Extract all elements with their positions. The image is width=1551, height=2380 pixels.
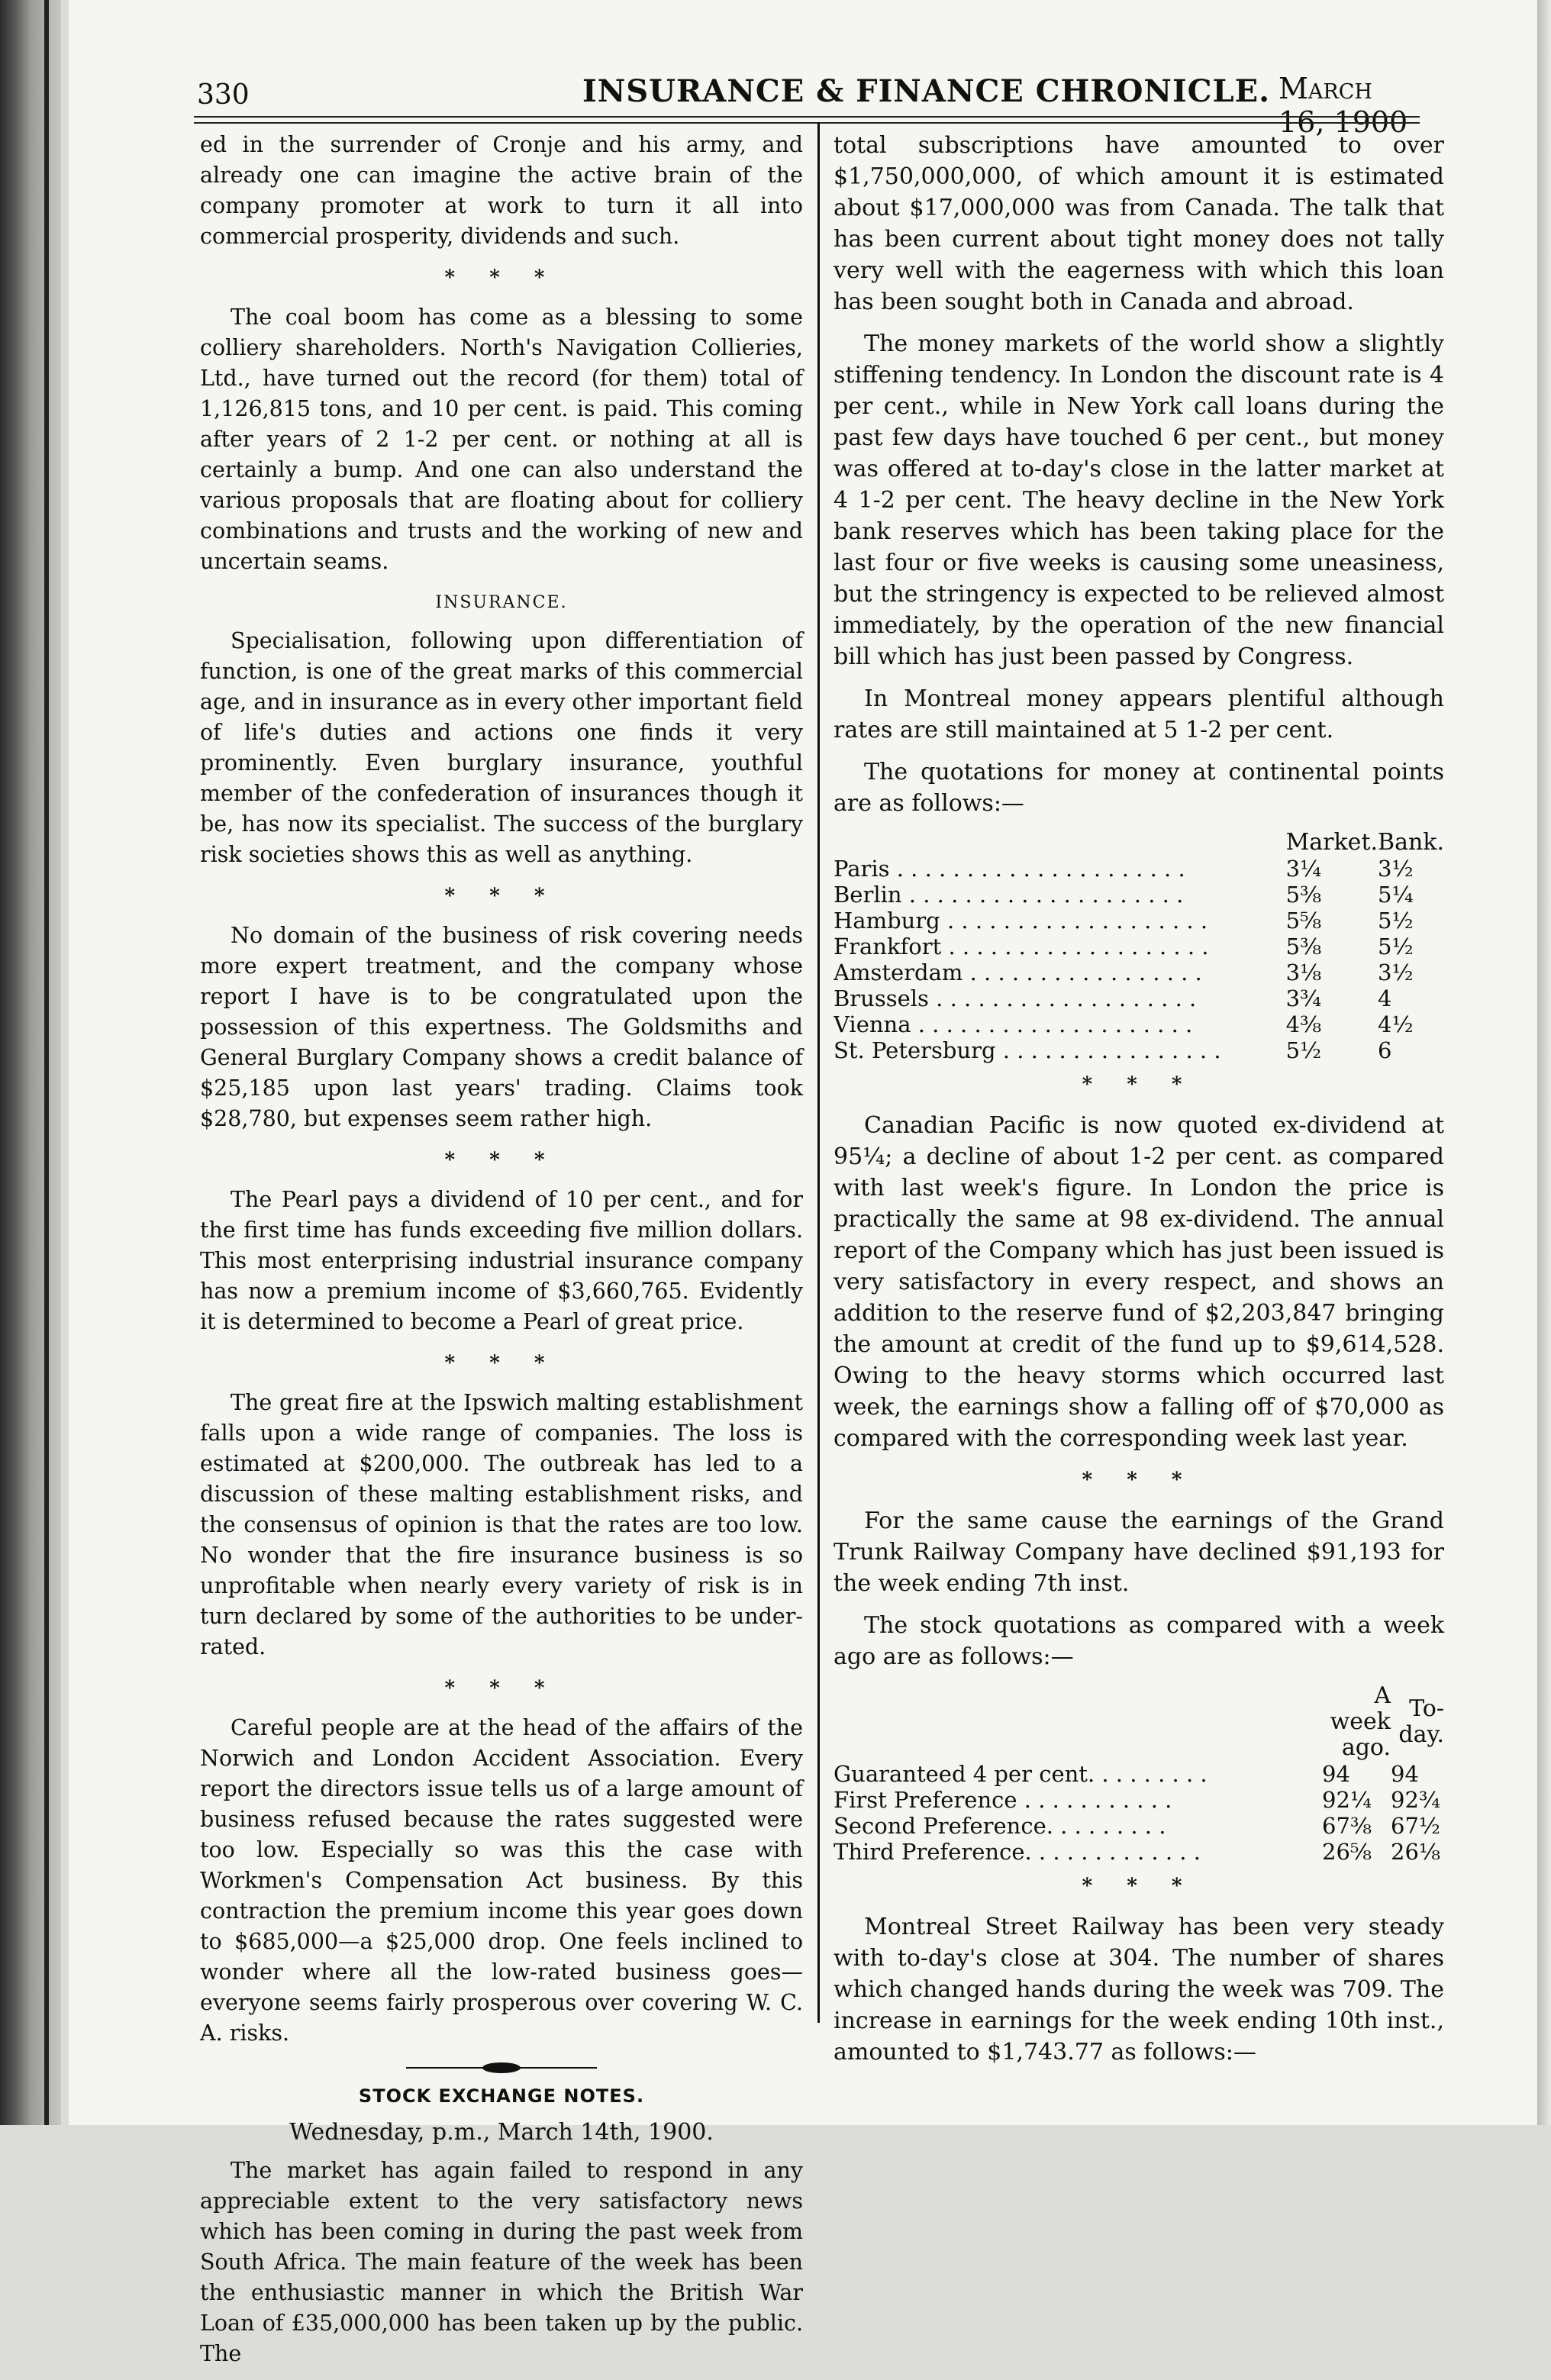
left-column xyxy=(200,130,803,2380)
bank-rate: 4 xyxy=(1378,985,1392,1011)
page-header xyxy=(128,66,1426,139)
bank-rate: 5¼ xyxy=(1378,882,1414,908)
table-row: Hamburg . . . . . . . . . . . . . . . . . . . 5⅝ 5½ xyxy=(834,908,1444,934)
bank-rate: 4½ xyxy=(1378,1011,1414,1037)
stock-name: Second Preference xyxy=(834,1813,1046,1839)
paragraph: The stock quotations as compared with a week ago are as follows:— xyxy=(834,1612,1444,1670)
table-row: Amsterdam . . . . . . . . . . . . . . . . . 3⅛ 3½ xyxy=(834,959,1444,985)
table-header: Bank. xyxy=(1378,829,1444,856)
bank-rate: 5½ xyxy=(1378,934,1414,959)
paragraph: The money markets of the world show a slightly stiffening tendency. In London the discount rate is 4 per cent., while in New York call loans during the past few days have touched 6 per cent., but money was offered at to-day's close in the latter market at 4 1-2 per cent. The heavy decline in the New York bank reserves which has been taking place for the last four or five weeks is causing some uneasiness, but the stringency is expected to be relieved almost immediately, by the operation of the new financial bill which has just been passed by Congress. xyxy=(834,331,1444,670)
place-name: Frankfort xyxy=(834,934,942,959)
place-name: Amsterdam xyxy=(834,959,963,985)
section-title: STOCK EXCHANGE NOTES. xyxy=(358,2085,645,2107)
bank-rate: 5½ xyxy=(1378,908,1414,934)
today-price: 92¾ xyxy=(1391,1787,1441,1813)
bank-rate: 6 xyxy=(1378,1037,1392,1063)
paragraph: Careful people are at the head of the affairs of the Norwich and London Accident Association. Every report the directors issue tells us of a large amount of business refused because the rates suggested were too low. Especially so was this the case with Workmen's Compensation Act business. By this contraction the premium income this year goes down to $685,000—a $25,000 drop. One feels inclined to wonder where all the low-rated business goes—everyone seems fairly prosperous over covering W. C. A. risks. xyxy=(200,1715,803,2046)
table-row: Third Preference. . . . . . . . . . . . . 26⅝ 26⅛ xyxy=(834,1839,1444,1865)
table-row: Frankfort . . . . . . . . . . . . . . . . . . . 5⅜ 5½ xyxy=(834,934,1444,959)
journal-title: INSURANCE & FINANCE CHRONICLE. xyxy=(582,73,1271,109)
week-ago-price: 92¼ xyxy=(1322,1787,1372,1813)
separator-stars: * * * xyxy=(1082,1073,1196,1096)
page-number: 330 xyxy=(197,79,250,111)
separator-stars: * * * xyxy=(444,1677,559,1700)
market-rate: 3⅛ xyxy=(1285,959,1322,985)
table-row: First Preference . . . . . . . . . . . 92¼ 92¾ xyxy=(834,1787,1444,1813)
table-row: Vienna . . . . . . . . . . . . . . . . . . . . 4⅜ 4½ xyxy=(834,1011,1444,1037)
today-price: 67½ xyxy=(1391,1813,1441,1839)
separator-stars: * * * xyxy=(444,885,559,908)
paragraph: In Montreal money appears plentiful although rates are still maintained at 5 1-2 per cent. xyxy=(834,685,1444,743)
paragraph: The great fire at the Ipswich malting establishment falls upon a wide range of companies. The loss is estimated at $200,000. The outbreak has led to a discussion of these malting establishment risks, and the consensus of opinion is that the rates are too low. No wonder that the fire insurance business is so unprofitable when nearly every variety of risk is in turn declared by some of the authorities to be under-rated. xyxy=(200,1390,803,1659)
separator-stars: * * * xyxy=(444,266,559,289)
paragraph: The Pearl pays a dividend of 10 per cent., and for the first time has funds exceeding five million dollars. This most enterprising industrial insurance company has now a premium income of $3,660,765. Evidently it is determined to become a Pearl of great price. xyxy=(200,1187,803,1334)
table-header: To-day. xyxy=(1398,1695,1444,1748)
market-rate: 5⅜ xyxy=(1285,934,1322,959)
week-ago-price: 94 xyxy=(1322,1761,1350,1787)
table-row: St. Petersburg . . . . . . . . . . . . . . . . 5½ 6 xyxy=(834,1037,1444,1063)
today-price: 26⅛ xyxy=(1391,1839,1441,1865)
separator-stars: * * * xyxy=(444,1149,559,1172)
bank-rate: 3½ xyxy=(1378,856,1414,882)
separator-stars: * * * xyxy=(1082,1469,1196,1492)
paragraph: The coal boom has come as a blessing to some colliery shareholders. North's Navigation Collieries, Ltd., have turned out the record (for them) total of 1,126,815 tons, and 10 per cent. is paid. This coming after years of 2 1-2 per cent. or nothing at all is certainly a bump. And one can also understand the various proposals that are floating about for colliery combinations and trusts and the working of new and uncertain seams. xyxy=(200,305,803,574)
paragraph: The quotations for money at continental points are as follows:— xyxy=(834,759,1444,817)
week-ago-price: 67⅜ xyxy=(1322,1813,1372,1839)
table-row: Berlin . . . . . . . . . . . . . . . . . . . . 5⅜ 5¼ xyxy=(834,882,1444,908)
bank-rate: 3½ xyxy=(1378,959,1414,985)
separator-stars: * * * xyxy=(444,1352,559,1375)
dateline: Wednesday, p.m., March 14th, 1900. xyxy=(289,2119,714,2146)
market-rate: 5⅝ xyxy=(1285,908,1322,934)
separator-stars: * * * xyxy=(1082,1875,1196,1898)
paragraph: ed in the surrender of Cronje and his army, and already one can imagine the active brain of the company promoter at work to turn it all into commercial prosperity, dividends and such. xyxy=(200,132,803,249)
issue-date: March 16, 1900 xyxy=(1279,72,1408,139)
market-rate: 5½ xyxy=(1285,1037,1322,1063)
paragraph: The market has again failed to respond in any appreciable extent to the very satisfactory news which has been coming in during the past week from South Africa. The main feature of the week has been the enthusiastic manner in which the British War Loan of £35,000,000 has been taken up by the public. The xyxy=(200,2158,803,2366)
paragraph: Montreal Street Railway has been very steady with to-day's close at 304. The number of shares which changed hands during the week was 709. The increase in earnings for the week ending 10th inst., amounted to $1,743.77 as follows:— xyxy=(834,1914,1444,2066)
right-column xyxy=(834,130,1444,2078)
place-name: Hamburg xyxy=(834,908,940,934)
book-binding-edge xyxy=(0,0,61,2125)
place-name: Paris xyxy=(834,856,890,882)
place-name: Berlin xyxy=(834,882,902,908)
header-rule xyxy=(194,116,1420,124)
table-row: Guaranteed 4 per cent. . . . . . . . . 94 94 xyxy=(834,1761,1444,1787)
place-name: Brussels xyxy=(834,985,929,1011)
ornament-divider xyxy=(200,2062,803,2073)
subheading-insurance: INSURANCE. xyxy=(435,593,568,612)
stock-name: First Preference xyxy=(834,1787,1017,1813)
market-rate: 5⅜ xyxy=(1285,882,1322,908)
week-ago-price: 26⅝ xyxy=(1322,1839,1372,1865)
money-quotations-table xyxy=(834,830,1444,1063)
table-row: Second Preference. . . . . . . . . 67⅜ 67½ xyxy=(834,1813,1444,1839)
paragraph: Specialisation, following upon differentiation of function, is one of the great marks of this commercial age, and in insurance as in every other important field of life's duties and actions one finds it very prominently. Even burglary insurance, youthful member of the confederation of insurances though it be, has now its specialist. The success of the burglary risk societies shows this as well as anything. xyxy=(200,628,803,867)
market-rate: 3¼ xyxy=(1285,856,1322,882)
table-row: Brussels . . . . . . . . . . . . . . . . . . . 3¾ 4 xyxy=(834,985,1444,1011)
stock-name: Third Preference xyxy=(834,1839,1025,1865)
today-price: 94 xyxy=(1391,1761,1419,1787)
stock-quotations-table xyxy=(834,1683,1444,1865)
table-header: A week ago. xyxy=(1330,1682,1391,1761)
page-edge xyxy=(1537,0,1551,2125)
place-name: St. Petersburg xyxy=(834,1037,996,1063)
paragraph: total subscriptions have amounted to over $1,750,000,000, of which amount it is estimated about $17,000,000 was from Canada. The talk that has been current about tight money does not tally very well with the eagerness with which this loan has been sought both in Canada and abroad. xyxy=(834,132,1444,315)
market-rate: 4⅜ xyxy=(1285,1011,1322,1037)
place-name: Vienna xyxy=(834,1011,911,1037)
paragraph: No domain of the business of risk covering needs more expert treatment, and the company whose report I have is to be congratulated upon the possession of this expertness. The Goldsmiths and General Burglary Company shows a credit balance of $25,185 upon last years' trading. Claims took $28,780, but expenses seem rather high. xyxy=(200,923,803,1131)
paragraph: Canadian Pacific is now quoted ex-dividend at 95¼; a decline of about 1-2 per cent. as compared with last week's figure. In London the price is practically the same at 98 ex-dividend. The annual report of the Company which has just been issued is very satisfactory in every respect, and shows an addition to the reserve fund of $2,203,847 bringing the amount at credit of the fund up to $9,614,528. Owing to the heavy storms which occurred last week, the earnings show a falling off of $70,000 as compared with the corresponding week last year. xyxy=(834,1112,1444,1452)
column-rule xyxy=(817,122,820,2023)
paragraph: For the same cause the earnings of the Grand Trunk Railway Company have declined $91,193 for the week ending 7th inst. xyxy=(834,1508,1444,1597)
stock-name: Guaranteed 4 per cent xyxy=(834,1761,1088,1787)
table-header: Market. xyxy=(1285,829,1378,856)
market-rate: 3¾ xyxy=(1285,985,1322,1011)
table-row: Paris . . . . . . . . . . . . . . . . . . . . . 3¼ 3½ xyxy=(834,856,1444,882)
